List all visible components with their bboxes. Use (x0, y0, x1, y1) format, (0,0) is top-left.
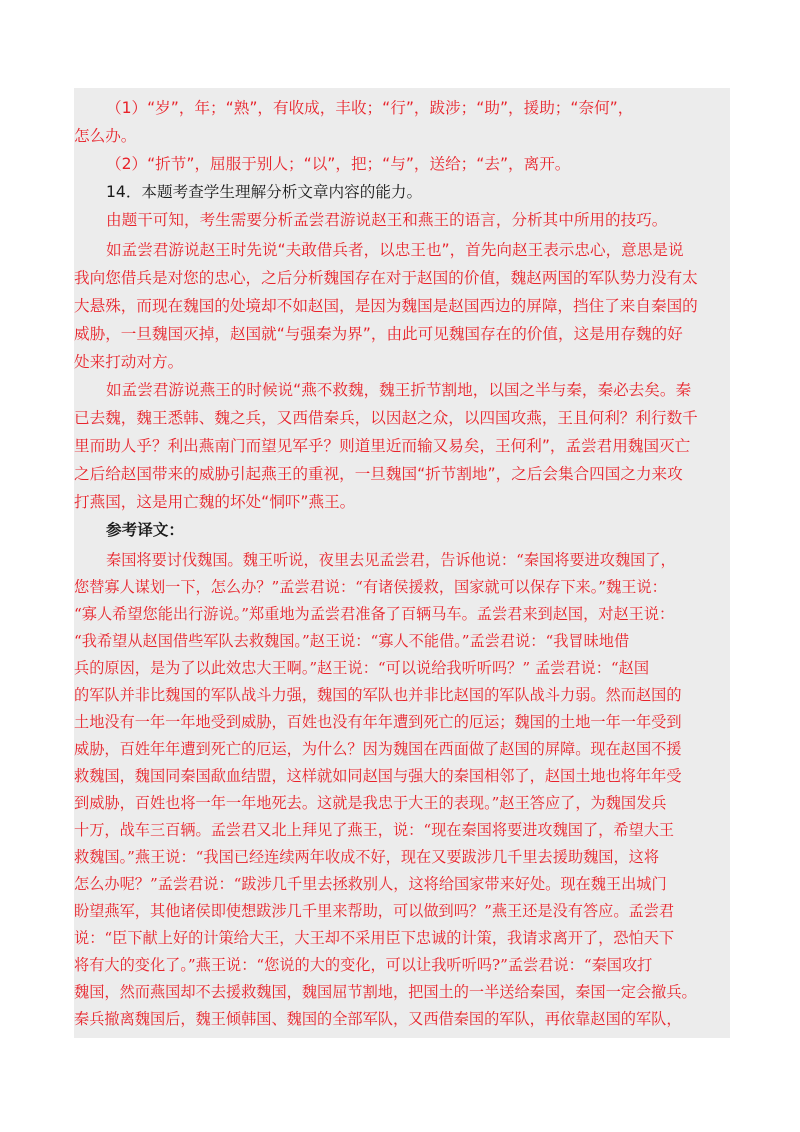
answer-14-intro: 由题干可知，考生需要分析孟尝君游说赵王和燕王的语言，分析其中所用的技巧。 (106, 211, 668, 229)
answer-14-para1-line: 处来打动对方。 (74, 353, 184, 371)
answer-13-item2: （2）“折节”，屈服于别人；“以”，把；“与”，送给；“去”，离开。 (106, 155, 571, 173)
answer-13-item1-line2: 怎么办。 (74, 127, 137, 145)
reference-translation-heading: 参考译文： (106, 521, 184, 539)
translation-line: 到威胁，百姓也将一年一年地死去。这就是我忠于大王的表现。”赵王答应了，为魏国发兵 (74, 794, 667, 812)
translation-line: “我希望从赵国借些军队去救魏国。”赵王说：“寡人不能借。”孟尝君说：“我冒昧地借 (74, 632, 630, 650)
answer-14-para2-line: 打燕国，这是用亡魏的坏处“恫吓”燕王。 (74, 493, 356, 511)
translation-line: 说：“臣下献上好的计策给大王，大王却不采用臣下忠诚的计策，我请求离开了，恐怕天下 (74, 929, 675, 947)
answer-14-para2-line: 已去魏，魏王悉韩、魏之兵，又西借秦兵，以因赵之众，以四国攻燕，王且何利？利行数千 (74, 409, 698, 427)
translation-line: 救魏国，魏国同秦国歃血结盟，这样就如同赵国与强大的秦国相邻了，赵国土地也将年年受 (74, 767, 682, 785)
answer-14-para1-line: 威胁，一旦魏国灭掉，赵国就“与强秦为界”，由此可见魏国存在的价值，这是用存魏的好 (74, 325, 683, 343)
answer-13-item1-line1: （1）“岁”，年；“熟”，有收成，丰收；“行”，跋涉；“助”，援助；“奈何”， (106, 99, 634, 117)
answer-14-para2-line: 如孟尝君游说燕王的时候说“燕不救魏，魏王折节割地，以国之半与秦，秦必去矣。秦 (106, 381, 692, 399)
answer-text-block (74, 88, 730, 1038)
translation-line: 魏国，然而燕国却不去援救魏国，魏国屈节割地，把国土的一半送给秦国，秦国一定会撤兵。 (74, 983, 697, 1001)
translation-line: 的军队并非比魏国的军队战斗力强，魏国的军队也并非比赵国的军队战斗力弱。然而赵国的 (74, 686, 682, 704)
translation-line: 怎么办呢？”孟尝君说：“跋涉几千里去拯救别人，这将给国家带来好处。现在魏王出城门 (74, 875, 667, 893)
answer-14-para1-line: 我向您借兵是对您的忠心，之后分析魏国存在对于赵国的价值，魏赵两国的军队势力没有太 (74, 269, 698, 287)
translation-line: 威胁，百姓年年遭到死亡的厄运，为什么？因为魏国在西面做了赵国的屏障。现在赵国不援 (74, 740, 682, 758)
translation-line: 您替寡人谋划一下，怎么办？”孟尝君说：“有诸侯援救，国家就可以保存下来。”魏王说： (74, 578, 667, 596)
translation-line: 十万，战车三百辆。孟尝君又北上拜见了燕王，说：“现在秦国将要进攻魏国了，希望大王 (74, 821, 675, 839)
translation-line: 救魏国。”燕王说：“我国已经连续两年收成不好，现在又要跋涉几千里去援助魏国，这将 (74, 848, 660, 866)
answer-14-para2-line: 之后给赵国带来的威胁引起燕王的重视，一旦魏国“折节割地”，之后会集合四国之力来攻 (74, 465, 683, 483)
answer-14-para1-line: 如孟尝君游说赵王时先说“夫敢借兵者，以忠王也”，首先向赵王表示忠心，意思是说 (106, 241, 684, 259)
translation-line: 土地没有一年一年地受到威胁，百姓也没有年年遭到死亡的厄运；魏国的土地一年一年受到 (74, 713, 682, 731)
translation-line: 将有大的变化了。”燕王说：“您说的大的变化，可以让我听听吗?”孟尝君说：“秦国攻打 (74, 956, 653, 974)
answer-14-para2-line: 里而助人乎？利出燕南门而望见军乎？则道里近而输又易矣，王何利”，孟尝君用魏国灭亡 (74, 437, 691, 455)
translation-line: 兵的原因，是为了以此效忠大王啊。”赵王说：“可以说给我听听吗？” 孟尝君说：“赵国 (74, 659, 650, 677)
translation-line: 秦兵撤离魏国后，魏王倾韩国、魏国的全部军队，又西借秦国的军队，再依靠赵国的军队， (74, 1010, 682, 1028)
translation-line: 盼望燕军，其他诸侯即使想跋涉几千里来帮助，可以做到吗？”燕王还是没有答应。孟尝君 (74, 902, 675, 920)
answer-14-para1-line: 大悬殊，而现在魏国的处境却不如赵国，是因为魏国是赵国西边的屏障，挡住了来自秦国的 (74, 297, 698, 315)
answer-14-heading: 14．本题考查学生理解分析文章内容的能力。 (106, 183, 423, 201)
translation-line: 秦国将要讨伐魏国。魏王听说，夜里去见孟尝君，告诉他说：“秦国将要进攻魏国了， (106, 551, 676, 569)
translation-line: “寡人希望您能出行游说。”郑重地为孟尝君准备了百辆马车。孟尝君来到赵国，对赵王说： (74, 605, 675, 623)
